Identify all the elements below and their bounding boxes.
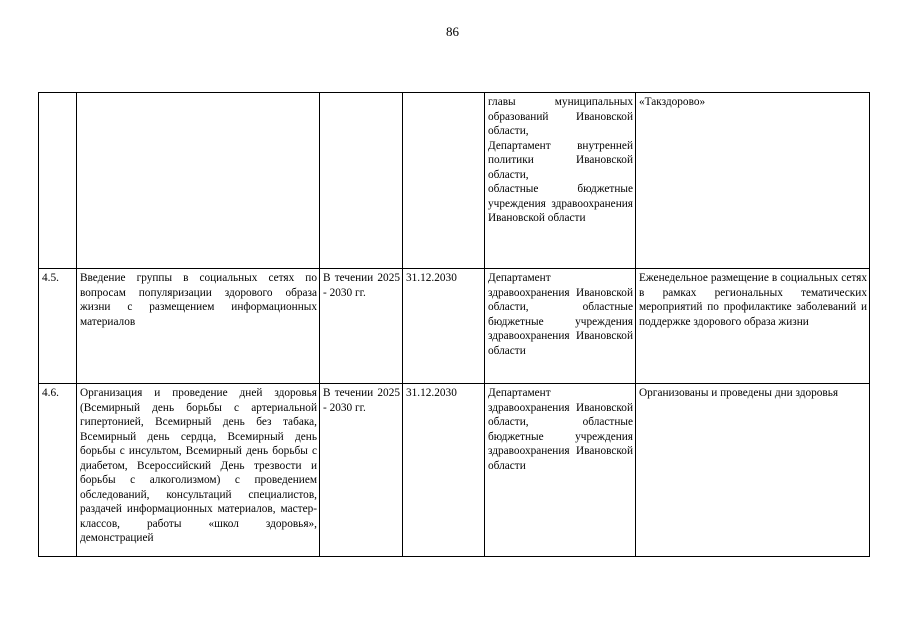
activity-cell: Организация и проведение дней здоровья (Всемирный день борьбы с артериальной гипертонией, Всемирный день без табака, Всемирный день сердца, Всемирный день борьбы с инсультом, Всемирный день борьбы с диабетом, Всероссийский День трезвости и борьбы с алкоголизмом) с проведением обследований, консультаций специалистов, раздачей информационных материалов, мастер-классов, работы «школ здоровья», демонстрацией <box>77 384 320 557</box>
period-cell: В течении 2025 - 2030 гг. <box>320 269 403 384</box>
deadline-cell: 31.12.2030 <box>403 384 485 557</box>
result-cell: «Такздорово» <box>636 93 870 269</box>
responsible-line: областные бюджетные учреждения здравоохранения Ивановской области <box>488 183 633 224</box>
table-row <box>39 269 870 384</box>
measures-table <box>38 92 870 557</box>
row-number: 4.5. <box>39 269 77 384</box>
responsible-cell: Департамент здравоохранения Ивановской области, областные бюджетные учреждения здравоохранения Ивановской области <box>485 384 636 557</box>
page-number: 86 <box>446 24 459 39</box>
responsible-cell: Департамент здравоохранения Ивановской области, областные бюджетные учреждения здравоохранения Ивановской области <box>485 269 636 384</box>
table-row <box>39 384 870 557</box>
period-cell <box>320 93 403 269</box>
activity-cell: Введение группы в социальных сетях по вопросам популяризации здорового образа жизни с размещением информационных материалов <box>77 269 320 384</box>
activity-cell <box>77 93 320 269</box>
responsible-line: Департамент внутренней политики Ивановской области, <box>488 139 633 181</box>
responsible-cell <box>485 93 636 269</box>
responsible-line: главы муниципальных образований Ивановской области, <box>488 96 633 137</box>
table-row <box>39 93 870 269</box>
period-cell: В течении 2025 - 2030 гг. <box>320 384 403 557</box>
deadline-cell <box>403 93 485 269</box>
row-number: 4.6. <box>39 384 77 557</box>
deadline-cell: 31.12.2030 <box>403 269 485 384</box>
result-cell: Организованы и проведены дни здоровья <box>636 384 870 557</box>
result-cell: Еженедельное размещение в социальных сетях в рамках региональных тематических мероприятий по профилактике заболеваний и поддержке здорового образа жизни <box>636 269 870 384</box>
row-number <box>39 93 77 269</box>
